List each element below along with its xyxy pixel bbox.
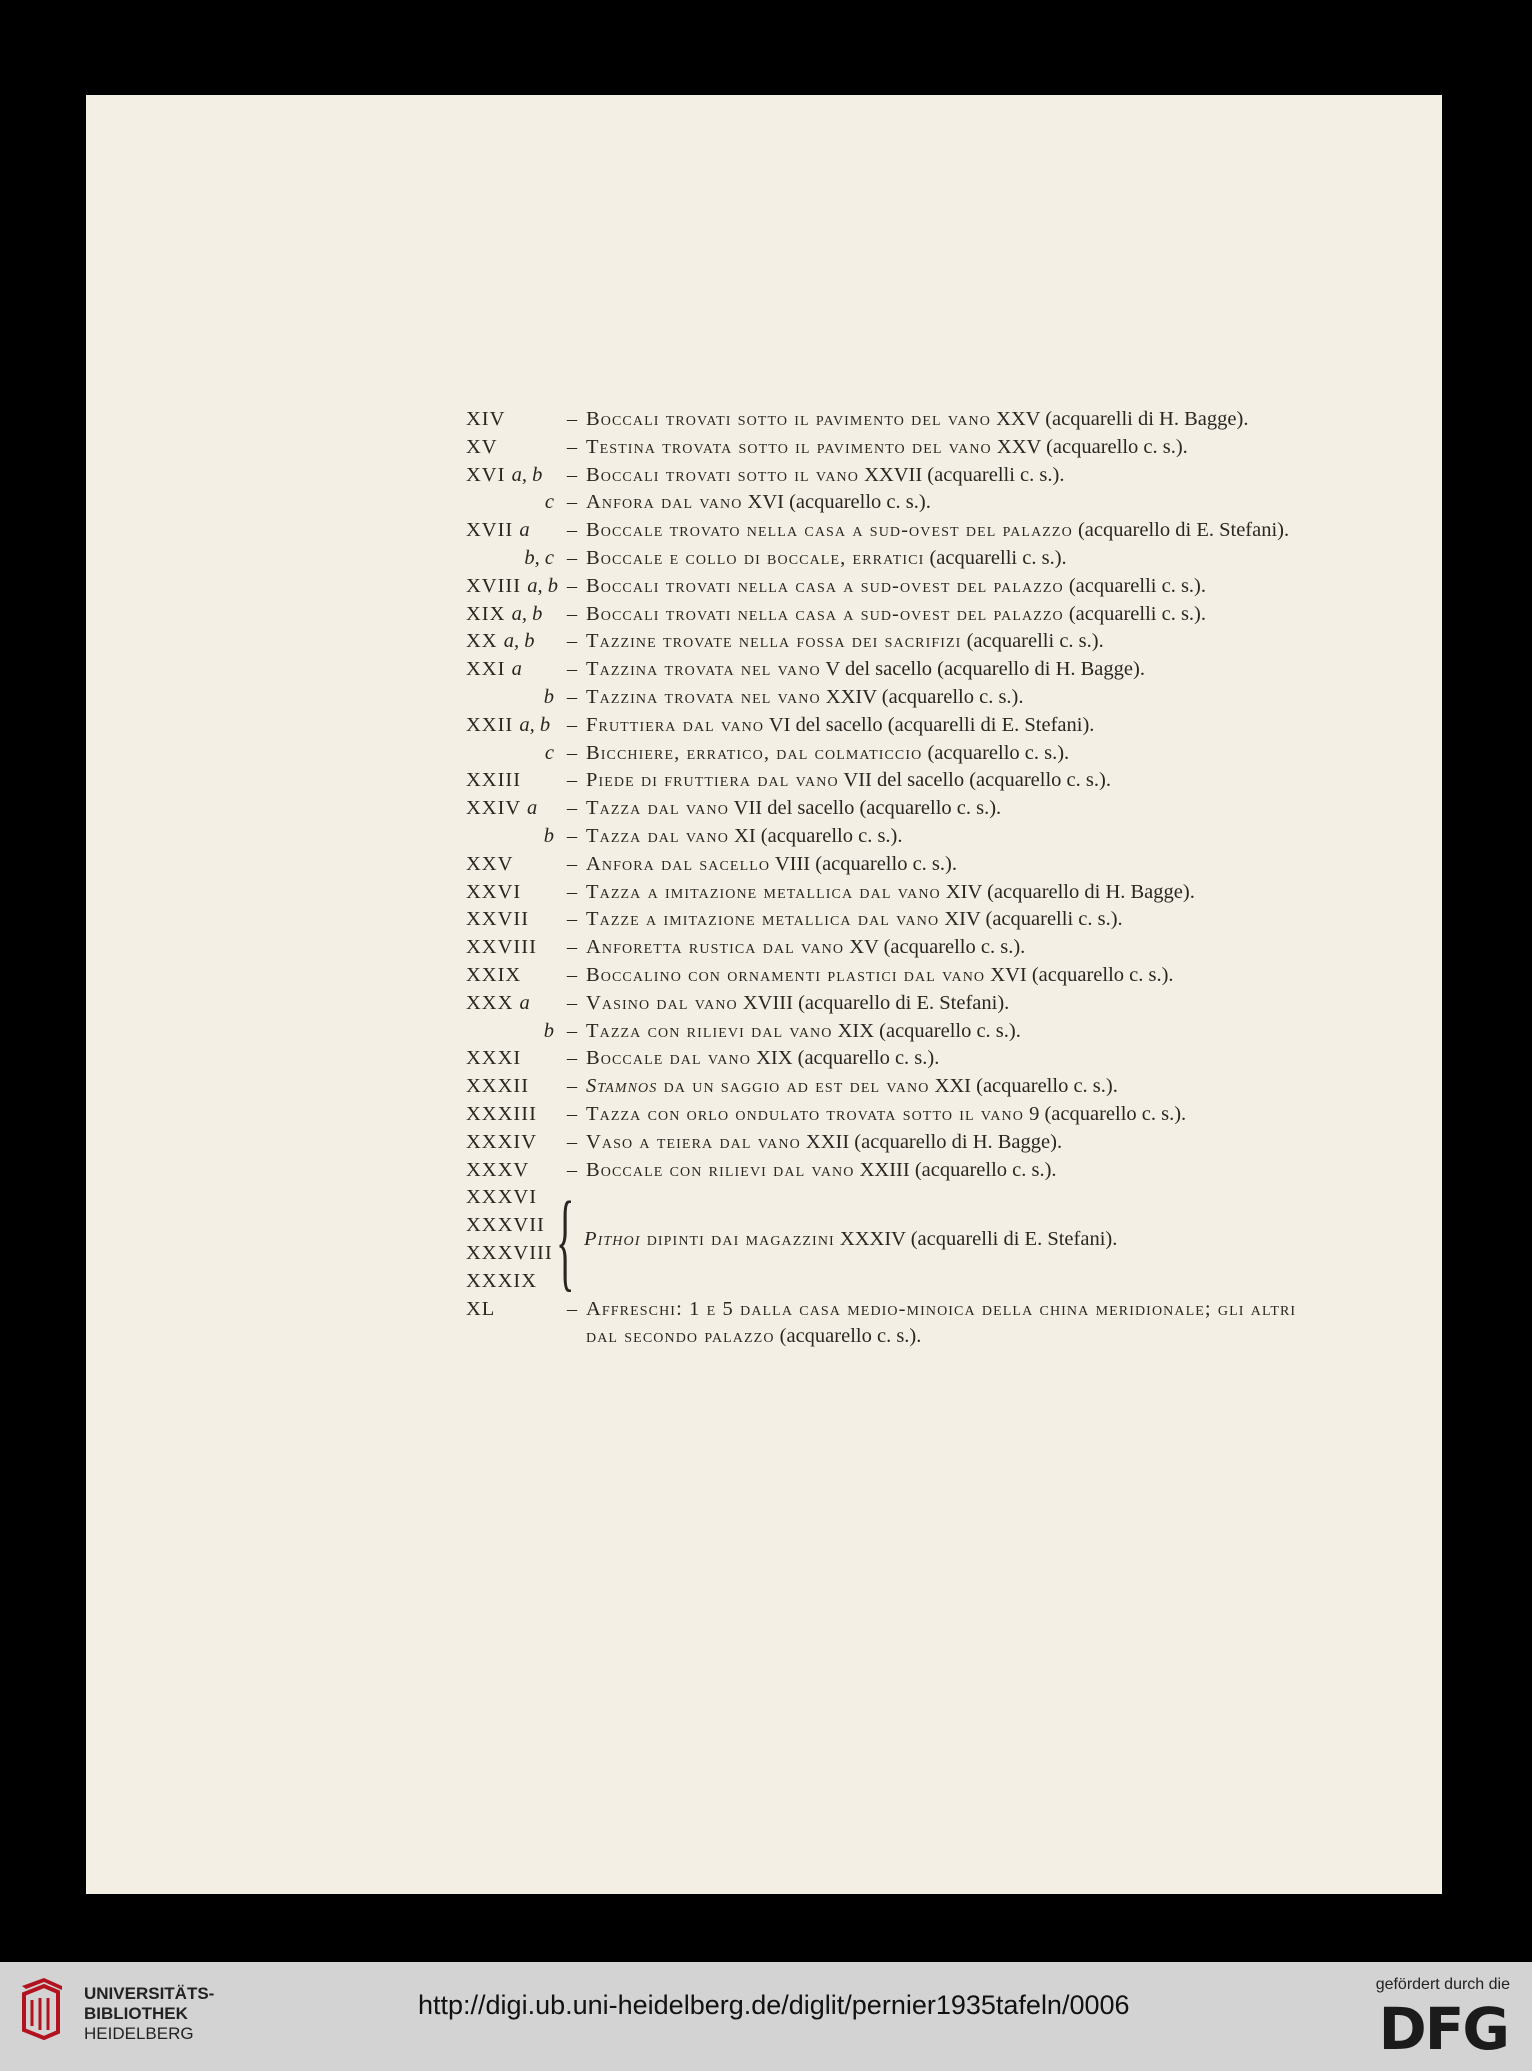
plate-roman: XVI [466,463,506,486]
plate-description [586,990,1326,1018]
description-title-italic: Stamnos [586,1075,658,1098]
plate-entry [466,879,1326,907]
description-title: Boccale dal vano [586,1047,751,1070]
description-title: Vasino dal vano [586,991,738,1014]
description-title: Boccale e collo di boccale, erratici [586,546,925,569]
plate-number [466,601,558,629]
plate-entry [466,1296,1326,1352]
description-title: Boccali trovati nella casa a sud-ovest del palazzo [586,602,1064,625]
plate-number [466,517,558,545]
plate-description [586,628,1326,656]
dfg-logo: DFG [1378,1995,1508,2063]
plate-subletter: a, b [527,574,558,597]
dash-separator: – [566,1019,578,1042]
description-rest: XXIII (acquarello c. s.). [854,1158,1057,1181]
plate-description [586,1129,1326,1157]
plate-description [586,1157,1326,1185]
plate-entry [466,489,1326,517]
plate-entry [466,1157,1326,1185]
plate-subletter: b [543,685,554,708]
plate-number [466,1045,558,1073]
description-title: Fruttiera dal vano [586,713,765,736]
plate-description [586,517,1326,545]
plate-entry [466,1018,1326,1046]
plate-roman: XXX [466,991,514,1014]
plate-entry [466,962,1326,990]
description-rest: XXXIV (acquarelli di E. Stefani). [834,1228,1118,1251]
plate-description [586,1045,1326,1073]
plate-entry [466,573,1326,601]
plate-number [466,990,558,1018]
plate-description [586,879,1326,907]
dash-separator: – [566,519,578,542]
description-title: Vaso a teiera dal vano [586,1130,801,1153]
plate-subletter: c [544,741,554,764]
logo-line-3: HEIDELBERG [84,2024,194,2043]
plate-number [466,656,558,684]
plate-roman: XXII [466,713,514,736]
description-rest: XXVII (acquarelli c. s.). [858,463,1065,486]
plate-subletter: b, c [524,546,554,569]
description-rest: 9 (acquarello c. s.). [1023,1102,1187,1125]
plate-description [586,1296,1326,1352]
plate-entry [466,851,1326,879]
plate-number [466,1129,558,1157]
plate-number [466,1101,558,1129]
plate-roman: XXXVII [466,1214,545,1237]
plate-entry [466,1045,1326,1073]
plate-roman: XIV [466,408,506,430]
plate-entry [466,712,1326,740]
description-title: Tazza dal vano [586,797,729,820]
plate-roman: XVII [466,519,514,542]
plate-roman: XX [466,630,498,653]
plate-number [466,712,558,740]
plate-number [466,962,558,990]
dash-separator: – [566,991,578,1014]
plate-subletter: b [543,1019,554,1042]
dash-separator: – [566,797,578,820]
description-rest: (acquarelli c. s.). [924,546,1067,569]
plate-entry [466,740,1326,768]
description-rest: (acquarello c. s.). [922,741,1070,764]
description-title: Tazze a imitazione metallica dal vano [586,908,940,931]
description-title: Tazza con rilievi dal vano [586,1019,833,1042]
dash-separator: – [566,1047,578,1070]
plate-subletter: a [519,991,530,1014]
description-rest: VII del sacello (acquarello c. s.). [728,797,1002,820]
plate-description [586,684,1326,712]
plate-subletter: a, b [511,463,543,486]
plate-roman: XXXII [466,1075,530,1098]
dash-separator: – [566,1297,578,1320]
dash-separator: – [566,685,578,708]
plate-entry [466,545,1326,573]
plate-subletter: a [511,658,522,681]
dash-separator: – [566,852,578,875]
plate-entry [466,990,1326,1018]
plate-roman: XXI [466,658,506,681]
dash-separator: – [566,1075,578,1098]
plate-roman: XXXIX [466,1269,538,1292]
plate-number [466,851,558,879]
plate-number [466,1157,558,1185]
description-title: Tazza a imitazione metallica dal vano [586,880,941,903]
description-title: Tazza con orlo ondulato trovata sotto il vano [586,1102,1024,1125]
plate-number [466,1018,558,1046]
description-title: Boccali trovati sotto il vano [586,463,859,486]
description-rest: XVI (acquarello c. s.). [985,963,1174,986]
plate-subletter: c [544,491,554,514]
plate-description [586,573,1326,601]
dash-separator: – [566,574,578,597]
description-rest: XXV (acquarello c. s.). [991,435,1188,458]
dash-separator: – [566,546,578,569]
plate-number [466,573,558,601]
description-title: dipinti dai magazzini [640,1228,835,1251]
plate-roman: XXXIII [466,1102,537,1125]
plate-entry [466,934,1326,962]
plate-description [586,851,1326,879]
description-title: Boccale con rilievi dal vano [586,1158,855,1181]
description-rest: XXV (acquarelli di H. Bagge). [990,408,1249,430]
plate-description [586,795,1326,823]
plate-list [466,406,1326,1351]
description-rest: XIV (acquarello di H. Bagge). [940,880,1195,903]
plate-entry [466,434,1326,462]
plate-roman: XXVI [466,880,522,903]
description-title: Tazzina trovata nel vano [586,658,821,681]
plate-entry [466,684,1326,712]
description-rest: XIX (acquarello c. s.). [750,1047,940,1070]
description-rest: XVIII (acquarello di E. Stefani). [737,991,1010,1014]
plate-entry [466,767,1326,795]
plate-description [586,934,1326,962]
description-rest: XI (acquarello c. s.). [728,824,903,847]
logo-line-1: UNIVERSITÄTS- [84,1984,215,2003]
plate-roman: XXXIV [466,1130,538,1153]
description-rest: (acquarello di E. Stefani). [1072,519,1290,542]
plate-subletter: a [519,519,530,542]
dash-separator: – [566,491,578,514]
description-title: Boccali trovati nella casa a sud-ovest del palazzo [586,574,1064,597]
plate-entry [466,406,1326,434]
plate-entry [466,517,1326,545]
plate-description [586,906,1326,934]
dash-separator: – [566,435,578,458]
plate-roman: XXXV [466,1158,530,1181]
description-rest: (acquarelli c. s.). [1063,574,1207,597]
description-title: Tazza dal vano [586,824,729,847]
logo-line-2: BIBLIOTHEK [84,2004,188,2023]
dash-separator: – [566,963,578,986]
footer-bar [0,1962,1532,2071]
plate-description [586,1018,1326,1046]
description-title: Affreschi: 1 e 5 dalla casa medio-minoica della china meridionale; gli altri dal secondo palazzo [586,1297,1297,1348]
plate-subletter: b [543,824,554,847]
description-title: Anfora dal sacello [586,852,771,875]
dash-separator: – [566,463,578,486]
plate-number [466,740,558,768]
plate-roman: XXIV [466,797,521,820]
description-title: Boccalino con ornamenti plastici dal vano [586,963,986,986]
description-title: Piede di fruttiera dal vano [586,769,839,792]
description-title: Anforetta rustica dal vano [586,936,845,959]
plate-number [466,628,558,656]
plate-roman: XV [466,435,498,458]
plate-number [466,545,558,573]
dash-separator: – [566,908,578,931]
dash-separator: – [566,1102,578,1125]
description-rest: XXIV (acquarello c. s.). [820,685,1024,708]
plate-subletter: a, b [503,630,535,653]
dash-separator: – [566,630,578,653]
description-title: Bicchiere, erratico, dal colmaticcio [586,741,923,764]
description-rest: XV (acquarello c. s.). [844,936,1026,959]
plate-entry [466,628,1326,656]
description-rest: XVI (acquarello c. s.). [742,491,931,514]
plate-entry [466,601,1326,629]
plate-description [586,489,1326,517]
description-title: Boccali trovati sotto il pavimento del vano [586,408,991,430]
curly-brace: { [556,1178,575,1301]
description-rest: V del sacello (acquarello di H. Bagge). [820,658,1145,681]
plate-roman: XXVIII [466,936,537,959]
description-rest: XIX (acquarello c. s.). [832,1019,1021,1042]
description-rest: VIII (acquarello c. s.). [770,852,957,875]
plate-entry [466,656,1326,684]
group-plate-numbers [466,1184,558,1295]
plate-number [466,934,558,962]
dash-separator: – [566,769,578,792]
plate-entry [466,1101,1326,1129]
plate-number [466,1073,558,1101]
dash-separator: – [566,602,578,625]
plate-description [586,767,1326,795]
plate-entry [466,906,1326,934]
plate-roman: XXXVI [466,1186,538,1209]
dash-separator: – [566,1130,578,1153]
description-title: Tazzine trovate nella fossa dei sacrifizi [586,630,962,653]
plate-description [586,545,1326,573]
description-rest: (acquarelli c. s.). [961,630,1104,653]
plate-number [466,795,558,823]
plate-description [586,656,1326,684]
plate-number [466,489,558,517]
description-title: Boccale trovato nella casa a sud-ovest del palazzo [586,519,1073,542]
plate-entry [466,1129,1326,1157]
plate-entry [466,795,1326,823]
dash-separator: – [566,824,578,847]
plate-number [466,406,558,434]
plate-subletter: a [527,797,538,820]
plate-description [586,823,1326,851]
scanned-page [86,95,1442,1894]
plate-subletter: a, b [519,713,551,736]
plate-subletter: a, b [511,602,543,625]
description-rest: XIV (acquarelli c. s.). [939,908,1123,931]
description-rest: (acquarelli c. s.). [1063,602,1207,625]
plate-roman: XXIII [466,769,522,792]
plate-description [586,434,1326,462]
plate-description [586,601,1326,629]
permalink-url[interactable]: http://digi.ub.uni-heidelberg.de/diglit/pernier1935tafeln/0006 [418,1990,1130,2020]
description-title-italic: Pithoi [584,1228,641,1251]
description-rest: VI del sacello (acquarelli di E. Stefani). [764,713,1095,736]
plate-entry [466,1073,1326,1101]
plate-entry [466,823,1326,851]
plate-number [466,823,558,851]
plate-roman: XXVII [466,908,530,931]
plate-description [586,740,1326,768]
plate-description [586,1101,1326,1129]
plate-roman: XL [466,1297,496,1320]
library-logo-text [84,1984,214,2044]
plate-description [586,406,1326,434]
description-title: Testina trovata sotto il pavimento del vano [586,435,992,458]
plate-description [586,712,1326,740]
description-title: da un saggio ad est del vano [657,1075,930,1098]
plate-roman: XVIII [466,574,522,597]
library-logo-icon [18,1976,66,2040]
plate-roman: XXIX [466,963,522,986]
plate-roman: XIX [466,602,506,625]
plate-roman: XXV [466,852,514,875]
plate-group [466,1178,1326,1301]
description-title: Tazzina trovata nel vano [586,685,821,708]
plate-number [466,879,558,907]
dash-separator: – [566,741,578,764]
plate-number [466,684,558,712]
description-rest: XXI (acquarello c. s.). [929,1075,1118,1098]
dash-separator: – [566,713,578,736]
plate-description [584,1228,1326,1251]
description-rest: (acquarello c. s.). [774,1325,922,1348]
plate-number [466,1296,558,1324]
dfg-label: gefördert durch die [1375,1976,1510,1993]
plate-description [586,1073,1326,1101]
dash-separator: – [566,658,578,681]
plate-entry [466,462,1326,490]
dash-separator: – [566,408,578,430]
description-rest: VII del sacello (acquarello c. s.). [838,769,1111,792]
plate-description [586,462,1326,490]
dash-separator: – [566,880,578,903]
plate-roman: XXXVIII [466,1241,553,1264]
dash-separator: – [566,936,578,959]
plate-number [466,906,558,934]
plate-number [466,434,558,462]
dash-separator: – [566,1158,578,1181]
description-rest: XXII (acquarello di H. Bagge). [800,1130,1063,1153]
plate-number [466,767,558,795]
plate-number [466,462,558,490]
description-title: Anfora dal vano [586,491,743,514]
plate-description [586,962,1326,990]
plate-roman: XXXI [466,1047,522,1070]
